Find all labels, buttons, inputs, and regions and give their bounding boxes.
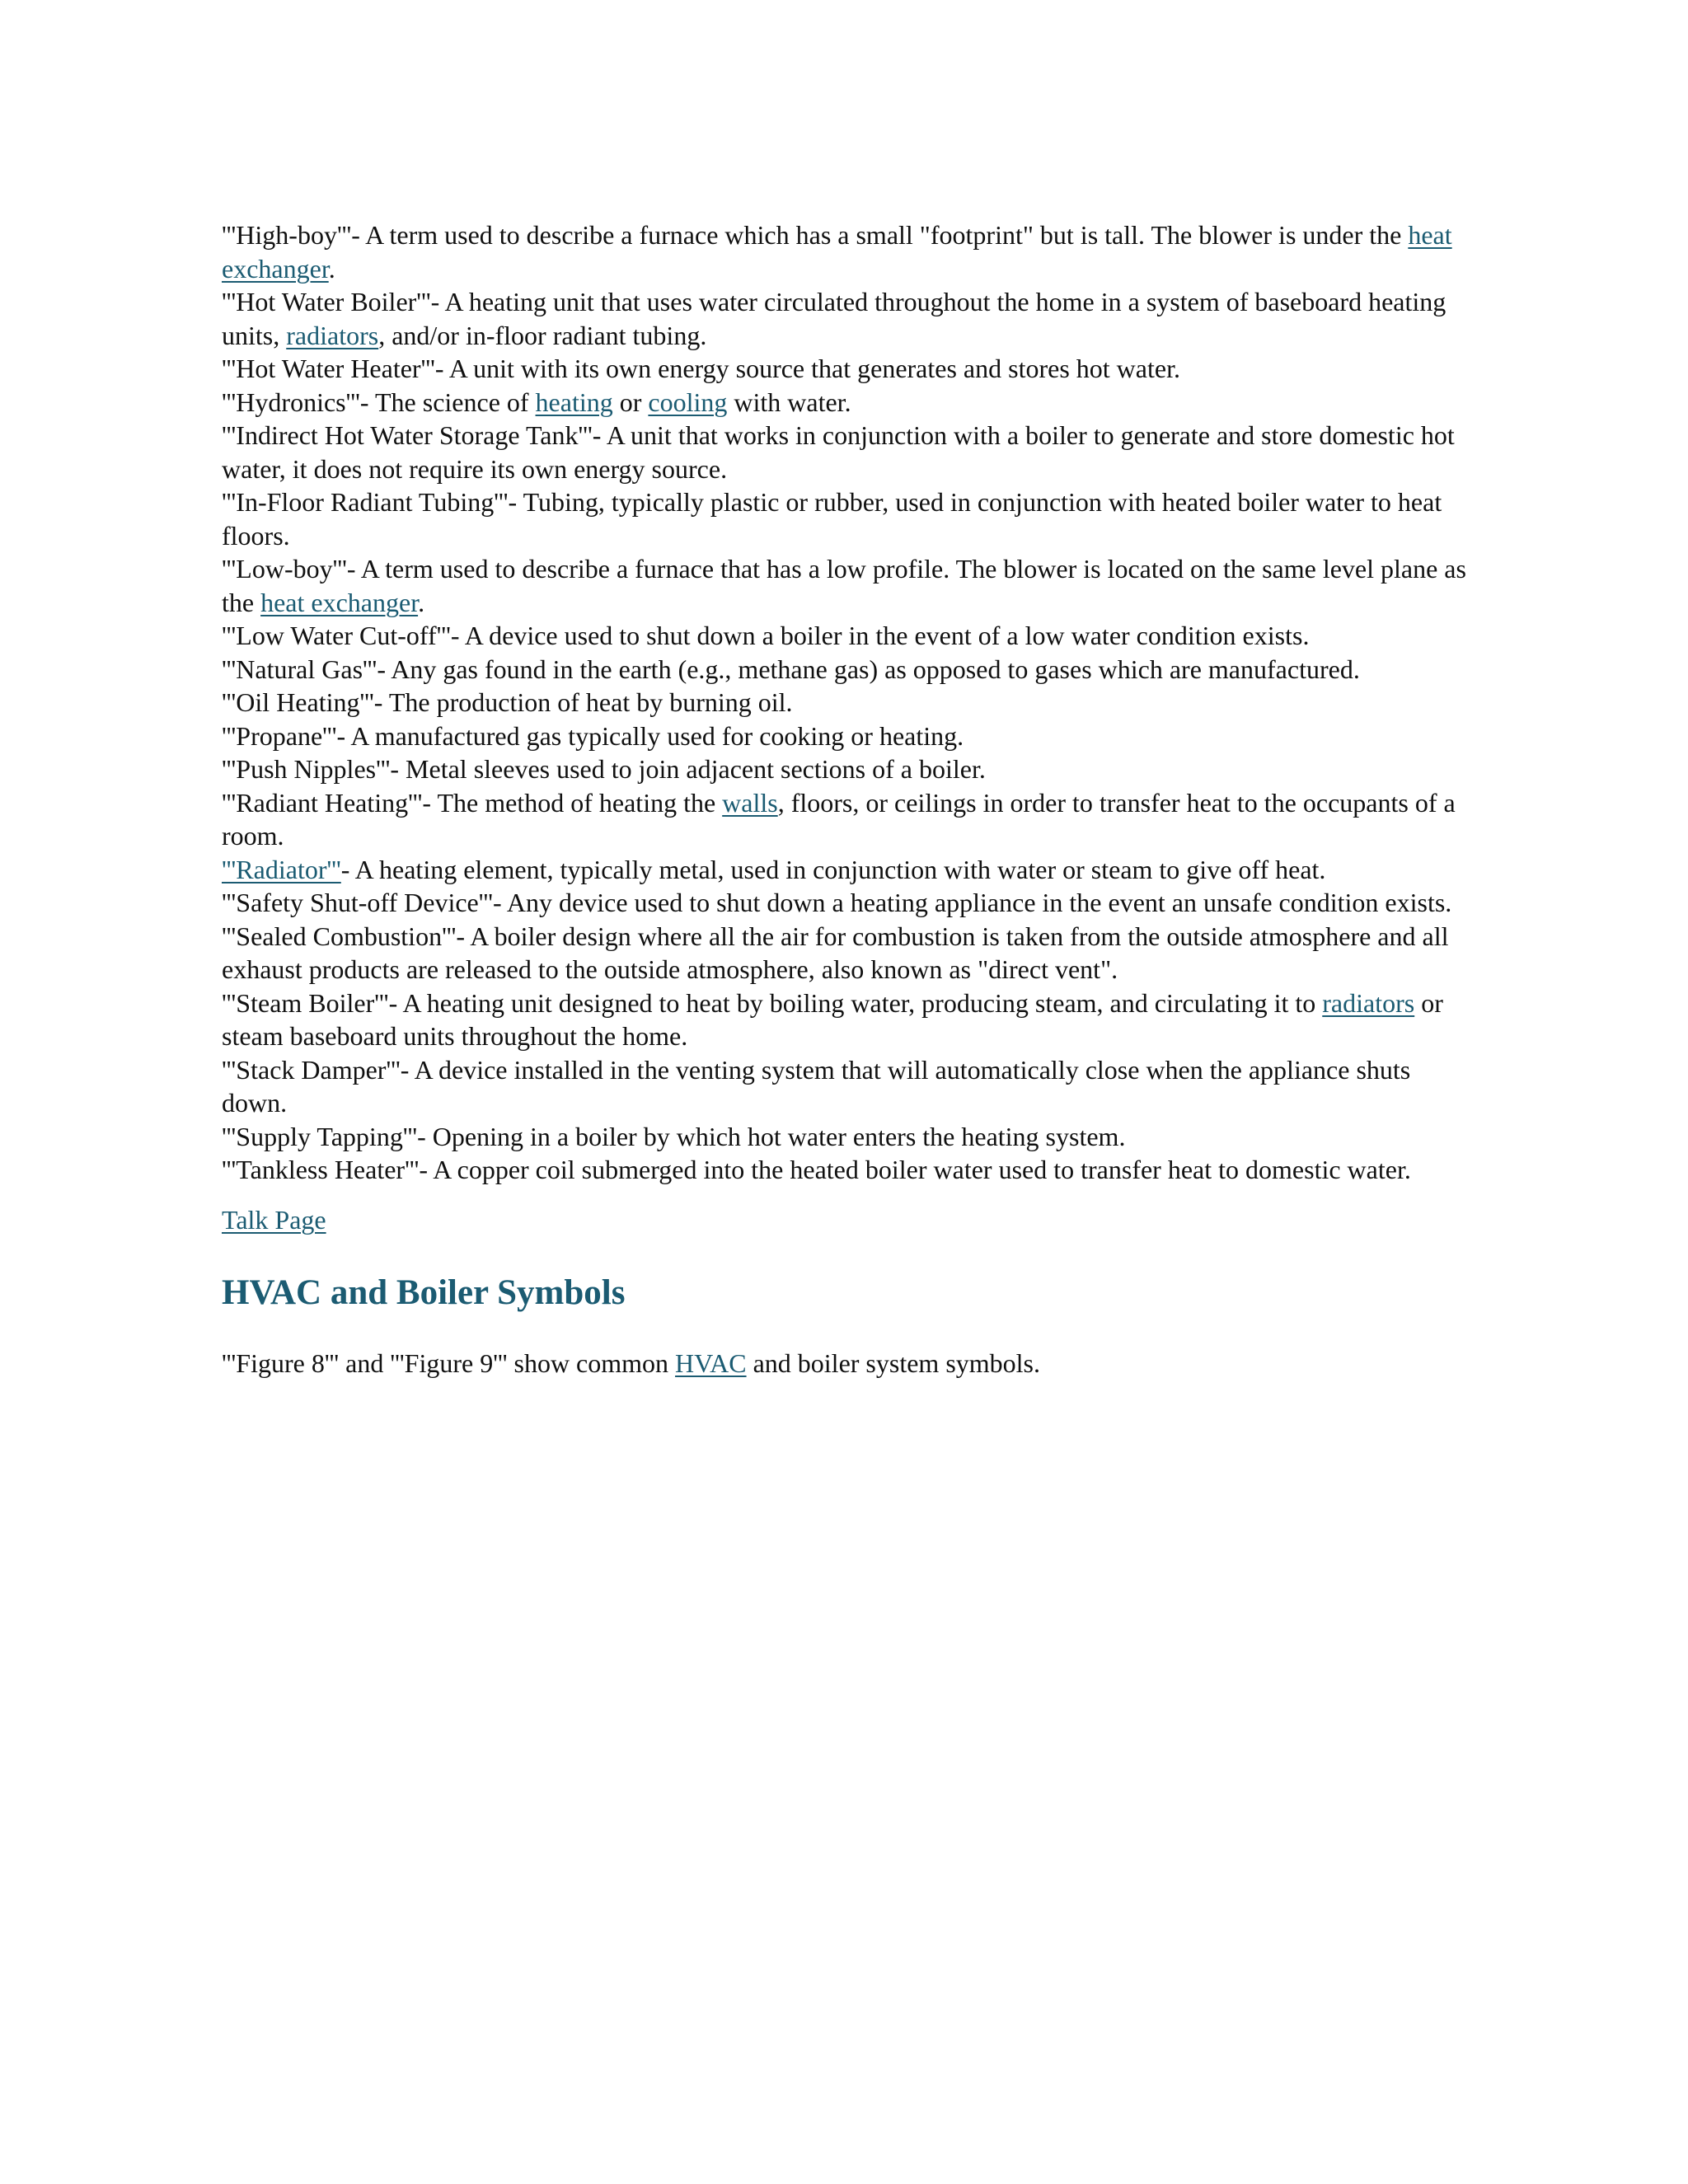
glossary-entry	[222, 786, 1475, 853]
glossary-inline-link[interactable]: heat exchanger	[222, 220, 1452, 284]
glossary-entry	[222, 886, 1475, 920]
glossary-list	[222, 218, 1475, 1187]
glossary-entry	[222, 619, 1475, 653]
glossary-term: '''Hot Water Heater'''	[222, 354, 435, 383]
glossary-term: '''Safety Shut-off Device'''	[222, 888, 494, 917]
glossary-definition-text: .	[328, 253, 335, 284]
glossary-inline-link[interactable]: radiators	[286, 320, 379, 350]
glossary-term: '''Hot Water Boiler'''	[222, 287, 431, 316]
glossary-term: '''Supply Tapping'''	[222, 1121, 418, 1151]
glossary-entry	[222, 386, 1475, 419]
glossary-term: '''Push Nipples'''	[222, 754, 391, 784]
glossary-definition-text: - A heating unit that uses water circulated throughout the home in a system of baseboard heating units,	[222, 287, 1447, 350]
glossary-definition-text: - Metal sleeves used to join adjacent sections of a boiler.	[390, 754, 986, 784]
glossary-definition-text: - Any device used to shut down a heating appliance in the event an unsafe condition exists.	[493, 888, 1452, 917]
glossary-definition-text: , floors, or ceilings in order to transfer heat to the occupants of a room.	[222, 787, 1456, 851]
hvac-link[interactable]: HVAC	[675, 1347, 747, 1378]
glossary-entry	[222, 920, 1475, 987]
page-content	[222, 218, 1475, 1380]
section-title: HVAC and Boiler Symbols	[222, 1272, 626, 1312]
glossary-term: '''Oil Heating'''	[222, 687, 374, 717]
glossary-term: '''Tankless Heater'''	[222, 1155, 420, 1184]
glossary-entry	[222, 485, 1475, 552]
glossary-inline-link[interactable]: heating	[535, 387, 613, 417]
glossary-inline-link[interactable]: radiators	[1322, 987, 1415, 1018]
glossary-definition-text: or steam baseboard units throughout the home.	[222, 987, 1443, 1051]
glossary-definition-text: - A heating element, typically metal, used in conjunction with water or steam to give off heat.	[340, 854, 1326, 884]
glossary-definition-text: - A term used to describe a furnace which has a small "footprint" but is tall. The blower is under the	[351, 220, 1409, 250]
glossary-term: '''Propane'''	[222, 720, 337, 751]
glossary-definition-text: - Any gas found in the earth (e.g., methane gas) as opposed to gases which are manufactured.	[377, 654, 1360, 684]
symbols-paragraph-before: '''Figure 8''' and '''Figure 9''' show common	[222, 1347, 676, 1378]
talk-page-link[interactable]: Talk Page	[222, 1204, 326, 1235]
glossary-definition-text: - Tubing, typically plastic or rubber, used in conjunction with heated boiler water to heat floors.	[222, 487, 1442, 551]
glossary-entry	[222, 1120, 1475, 1154]
glossary-entry	[222, 1153, 1475, 1187]
glossary-definition-text: , and/or in-floor radiant tubing.	[378, 320, 707, 350]
glossary-term: '''Natural Gas'''	[222, 654, 377, 684]
glossary-definition-text: - Opening in a boiler by which hot water enters the heating system.	[417, 1121, 1126, 1151]
glossary-term-link[interactable]: '''Radiator'''	[222, 854, 341, 884]
glossary-definition-text: - A device installed in the venting system that will automatically close when the appliance shuts down.	[222, 1054, 1411, 1118]
glossary-entry	[222, 285, 1475, 352]
glossary-term: '''Hydronics'''	[222, 387, 360, 417]
glossary-inline-link[interactable]: cooling	[648, 387, 728, 417]
glossary-entry	[222, 686, 1475, 719]
glossary-definition-text: - The method of heating the	[422, 787, 723, 818]
glossary-entry	[222, 419, 1475, 485]
glossary-definition-text: - A unit that works in conjunction with a boiler to generate and store domestic hot water, it does not require its own energy source.	[222, 420, 1455, 484]
glossary-entry	[222, 352, 1475, 386]
glossary-term: '''Stack Damper'''	[222, 1054, 401, 1085]
glossary-definition-text: - A boiler design where all the air for combustion is taken from the outside atmosphere and all exhaust products are released to the outside atmosphere, also known as "direct vent".	[222, 921, 1449, 984]
glossary-entry	[222, 218, 1475, 285]
glossary-entry	[222, 719, 1475, 753]
glossary-entry	[222, 653, 1475, 687]
talk-page-row	[222, 1203, 1475, 1236]
glossary-term: '''Sealed Combustion'''	[222, 921, 457, 951]
glossary-term: '''In-Floor Radiant Tubing'''	[222, 487, 509, 517]
glossary-term: '''High-boy'''	[222, 220, 352, 250]
glossary-definition-text: - The science of	[359, 387, 536, 417]
glossary-definition-text: - A device used to shut down a boiler in the event of a low water condition exists.	[450, 621, 1310, 650]
glossary-entry	[222, 552, 1475, 619]
glossary-definition-text: - A copper coil submerged into the heated boiler water used to transfer heat to domestic water.	[419, 1155, 1411, 1184]
symbols-paragraph-after: and boiler system symbols.	[746, 1347, 1040, 1378]
glossary-definition-text: or	[612, 387, 649, 417]
glossary-definition-text: - A unit with its own energy source that generates and stores hot water.	[434, 354, 1180, 383]
glossary-definition-text: with water.	[727, 387, 851, 417]
glossary-entry	[222, 853, 1475, 887]
glossary-inline-link[interactable]: heat exchanger	[260, 587, 419, 617]
glossary-term: '''Indirect Hot Water Storage Tank'''	[222, 420, 593, 450]
glossary-definition-text: - A term used to describe a furnace that has a low profile. The blower is located on the same level plane as the	[222, 554, 1466, 617]
glossary-inline-link[interactable]: walls	[722, 787, 778, 818]
glossary-term: '''Low Water Cut-off'''	[222, 621, 451, 650]
glossary-entry	[222, 1053, 1475, 1120]
glossary-entry	[222, 987, 1475, 1053]
glossary-definition-text: - A heating unit designed to heat by boiling water, producing steam, and circulating it to	[388, 987, 1323, 1018]
glossary-definition-text: .	[418, 587, 425, 617]
glossary-term: '''Low-boy'''	[222, 554, 347, 583]
symbols-paragraph	[222, 1347, 1475, 1380]
glossary-definition-text: - A manufactured gas typically used for cooking or heating.	[336, 720, 964, 751]
glossary-term: '''Radiant Heating'''	[222, 787, 423, 818]
glossary-entry	[222, 752, 1475, 786]
glossary-term: '''Steam Boiler'''	[222, 987, 389, 1018]
glossary-definition-text: - The production of heat by burning oil.	[373, 687, 793, 717]
